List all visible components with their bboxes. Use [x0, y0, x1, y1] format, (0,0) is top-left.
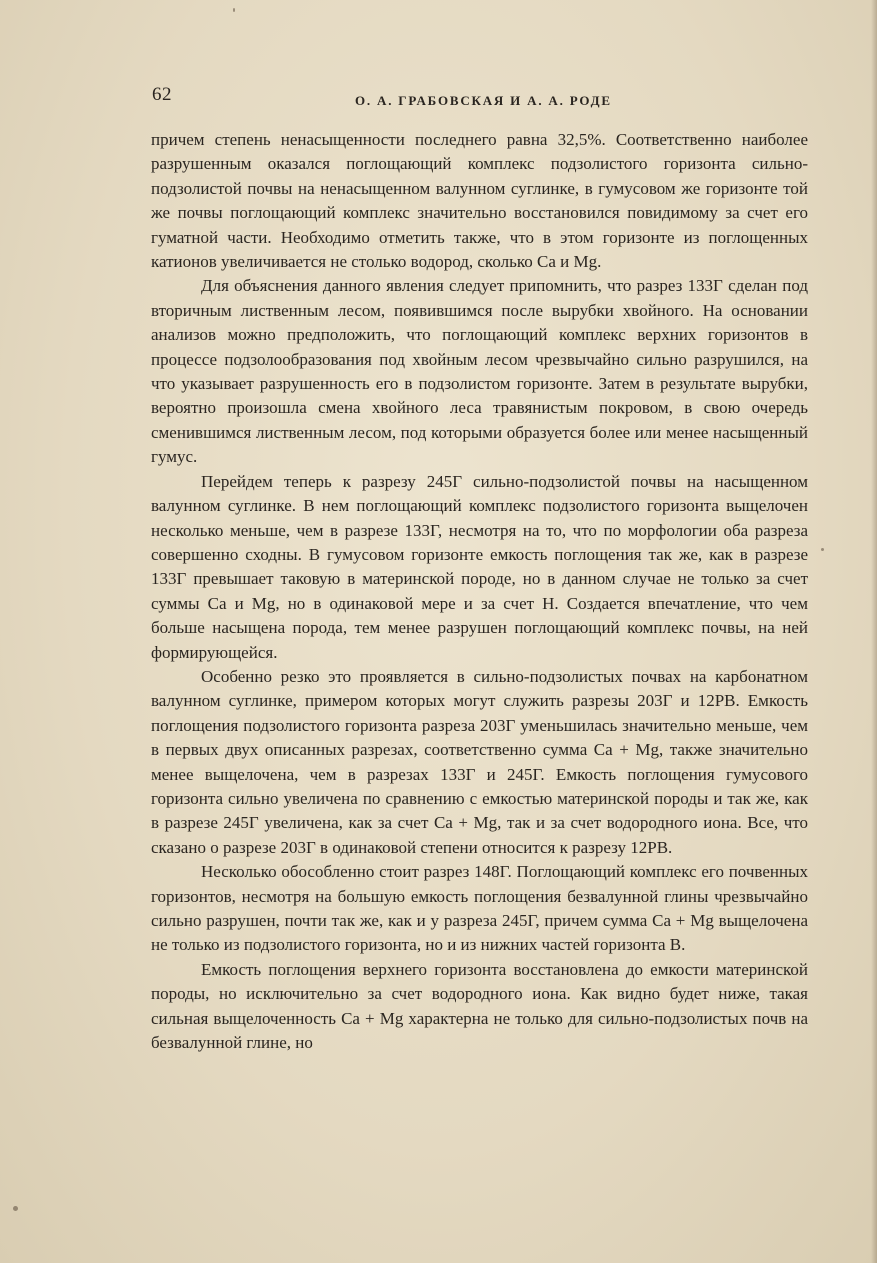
body-text: [151, 128, 808, 1055]
paragraph-4: Особенно резко это проявляется в сильно-подзолистых почвах на карбонатном валунном суглинке, примером которых могут служить разрезы 203Г и 12РВ. Емкость поглощения подзолистого горизонта разреза 203Г уменьшилась значительно меньше, чем в первых двух описанных разрезах, соответственно сумма Ca + Mg, также значительно менее выщелочена, чем в разрезах 133Г и 245Г. Емкость поглощения гумусового горизонта сильно увеличена по сравнению с емкостью материнской породы и так же, как в разрезе 245Г увеличена, как за счет Ca + Mg, так и за счет водородного иона. Все, что сказано о разрезе 203Г в одинаковой степени относится к разрезу 12РВ.: [151, 666, 808, 857]
page-edge-shadow: [871, 0, 877, 1263]
paper-speck: [13, 1206, 18, 1211]
paragraph-5: Несколько обособленно стоит разрез 148Г. Поглощающий комплекс его почвенных горизонтов, несмотря на большую емкость поглощения безвалунной глины чрезвычайно сильно разрушен, почти так же, как и у разреза 245Г, причем сумма Ca + Mg выщелочена не только из подзолистого горизонта, но и из нижних частей горизонта B.: [151, 862, 808, 955]
paragraph-1: причем степень ненасыщенности последнего равна 32,5%. Соответственно наиболее разрушенным оказался поглощающий комплекс подзолистого горизонта сильно-подзолистой почвы на ненасыщенном валунном суглинке, в гумусовом же горизонте той же почвы поглощающий комплекс значительно восстановился повидимому за счет его гуматной части. Необходимо отметить также, что в этом горизонте из поглощенных катионов увеличивается не столько водород, сколько Ca и Mg.: [151, 130, 808, 272]
running-head: О. А. ГРАБОВСКАЯ И А. А. РОДЕ: [355, 93, 612, 108]
paragraph-3: Перейдем теперь к разрезу 245Г сильно-подзолистой почвы на насыщенном валунном суглинке. В нем поглощающий комплекс подзолистого горизонта выщелочен несколько меньше, чем в разрезе 133Г, несмотря на то, что по морфологии оба разреза совершенно сходны. В гумусовом горизонте емкость поглощения так же, как в разрезе 133Г превышает таковую в материнской породе, но в данном случае не только за счет суммы Ca и Mg, но в одинаковой мере и за счет H. Создается впечатление, что чем больше насыщена порода, тем менее разрушен поглощающий комплекс почвы, на ней формирующейся.: [151, 471, 808, 662]
paper-speck: [233, 8, 235, 12]
page-number: 62: [152, 84, 172, 105]
paper-speck: [821, 548, 824, 551]
paragraph-2: Для объяснения данного явления следует припомнить, что разрез 133Г сделан под вторичным лиственным лесом, появившимся после вырубки хвойного. На основании анализов можно предположить, что поглощающий комплекс верхних горизонтов в процессе подзолообразования под хвойным лесом чрезвычайно сильно разрушился, на что указывает разрушенность его в подзолистом горизонте. Затем в результате вырубки, вероятно произошла смена хвойного леса травянистым покровом, в свою очередь сменившимся лиственным лесом, под которыми образуется более или менее насыщенный гумус.: [151, 276, 808, 467]
paragraph-6: Емкость поглощения верхнего горизонта восстановлена до емкости материнской породы, но исключительно за счет водородного иона. Как видно будет ниже, такая сильная выщелоченность Ca + Mg характерна не только для сильно-подзолистых почв на безвалунной глине, но: [151, 959, 808, 1053]
